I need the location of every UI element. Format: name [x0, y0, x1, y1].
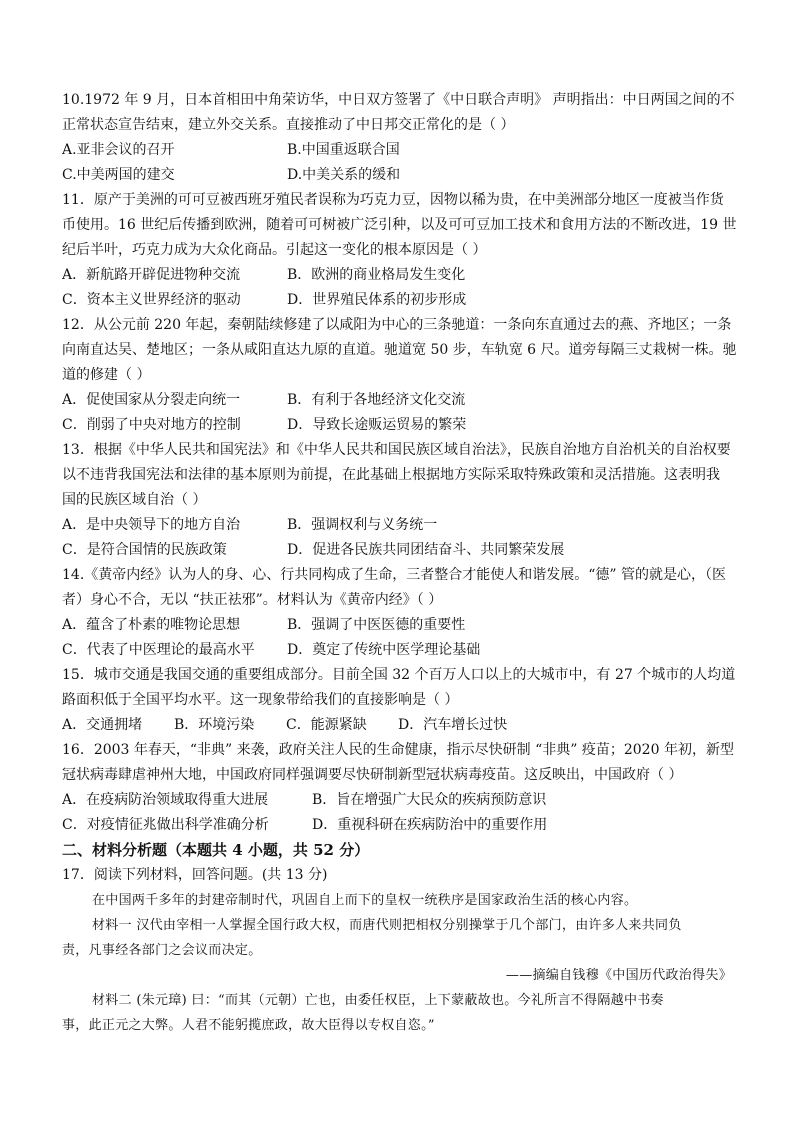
option-a: A．是中央领导下的地方自治: [62, 517, 241, 533]
question-text: 正常状态宣告结束，建立外交关系。直接推动了中日邦交正常化的是（ ）: [62, 117, 515, 133]
question-text: 13．根据《中华人民共和国宪法》和《中华人民共和国民族区域自治法》，民族自治地方自治机关的自治权要: [62, 442, 731, 458]
question-14: [62, 563, 738, 663]
question-text: 15．城市交通是我国交通的重要组成部分。目前全国 32 个百万人口以上的大城市中，有 27 个城市的人均道: [62, 667, 736, 683]
option-c: C．削弱了中央对地方的控制: [62, 417, 241, 433]
question-text: 以不违背我国宪法和法律的基本原则为前提，在此基础上根据地方实际采取特殊政策和灵活措施。这表明我: [62, 467, 720, 483]
option-a: A．交通拥堵: [62, 717, 143, 733]
exam-page: [62, 88, 738, 1038]
option-c: C.中美两国的建交: [62, 167, 175, 183]
option-a: A．新航路开辟促进物种交流: [62, 267, 241, 283]
material-two: 材料二 (朱元璋) 曰：“而其（元朝）亡也，由委任权臣，上下蒙蔽故也。今礼所言不得隔越中书奏: [92, 993, 664, 1008]
question-text: 者）身心不合，无以 “扶正祛邪”。材料认为《黄帝内经》（ ）: [62, 592, 443, 608]
option-b: B．旨在增强广大民众的疾病预防意识: [312, 792, 547, 808]
option-c: C．能源紧缺: [286, 717, 367, 733]
option-a: A．在疫病防治领域取得重大进展: [62, 792, 269, 808]
option-d: D．汽车增长过快: [398, 717, 508, 733]
question-text: 12．从公元前 220 年起，秦朝陆续修建了以咸阳为中心的三条驰道：一条向东直通过去的燕、齐地区；一条: [62, 317, 732, 333]
question-text: 冠状病毒肆虐神州大地，中国政府同样强调要尽快研制新型冠状病毒疫苗。这反映出，中国政府（ ）: [62, 767, 683, 783]
section-title: 二、材料分析题（本题共 4 小题，共 52 分）: [62, 841, 370, 859]
question-text: 向南直达吴、楚地区；一条从咸阳直达九原的直道。驰道宽 50 步，车轨宽 6 尺。道旁每隔三丈栽树一株。驰: [62, 342, 737, 358]
option-c: C．是符合国情的民族政策: [62, 542, 227, 558]
question-text: 10.1972 年 9 月，日本首相田中角荣访华，中日双方签署了《中日联合声明》 声明指出：中日两国之间的不: [62, 92, 735, 108]
material-intro: 在中国两千多年的封建帝制时代，巩固自上而下的皇权一统秩序是国家政治生活的核心内容。: [92, 893, 638, 908]
option-d: D．导致长途贩运贸易的繁荣: [287, 417, 467, 433]
option-c: C．代表了中医理论的最高水平: [62, 642, 255, 658]
material-two: 事，此正元之大弊。人君不能躬揽庶政，故大臣得以专权自恣。”: [62, 1018, 435, 1033]
option-b: B．强调权利与义务统一: [287, 517, 438, 533]
question-text: 路面积低于全国平均水平。这一现象带给我们的直接影响是（ ）: [62, 692, 459, 708]
option-b: B．强调了中医医德的重要性: [287, 617, 466, 633]
question-text: 纪后半叶，巧克力成为大众化商品。引起这一变化的根本原因是（ ）: [62, 242, 487, 258]
question-16: [62, 738, 738, 838]
material-one: 责，凡事经各部门之会议而决定。: [62, 943, 262, 958]
option-a: A．促使国家从分裂走向统一: [62, 392, 241, 408]
section-material-analysis: [62, 838, 738, 1038]
material-one: 材料一 汉代由宰相一人掌握全国行政大权，而唐代则把相权分别操掌于几个部门，由许多人来共同负: [92, 918, 682, 933]
question-12: [62, 313, 738, 438]
material-source: ——摘编自钱穆《中国历代政治得失》: [505, 968, 732, 983]
question-text: 币使用。16 世纪后传播到欧洲，随着可可树被广泛引种，以及可可豆加工技术和食用方法的不断改进，19 世: [62, 217, 737, 233]
question-15: [62, 663, 738, 738]
question-11: [62, 188, 738, 313]
option-d: D．促进各民族共同团结奋斗、共同繁荣发展: [287, 542, 565, 558]
option-d: D．世界殖民体系的初步形成: [287, 292, 467, 308]
question-text: 道的修建（ ）: [62, 367, 151, 383]
option-d: D．奠定了传统中医学理论基础: [287, 642, 481, 658]
question-text: 14.《黄帝内经》认为人的身、心、行共同构成了生命，三者整合才能使人和谐发展。“德” 管的就是心，（医: [62, 567, 727, 583]
question-13: [62, 438, 738, 563]
option-a: A．蕴含了朴素的唯物论思想: [62, 617, 241, 633]
question-text: 16．2003 年春天，“非典” 来袭，政府关注人民的生命健康，指示尽快研制 “非典” 疫苗；2020 年初，新型: [62, 742, 734, 758]
option-b: B.中国重返联合国: [287, 142, 400, 158]
option-b: B．欧洲的商业格局发生变化: [287, 267, 466, 283]
option-a: A.亚非会议的召开: [62, 142, 175, 158]
option-c: C．资本主义世界经济的驱动: [62, 292, 241, 308]
option-c: C．对疫情征兆做出科学准确分析: [62, 817, 269, 833]
option-d: D.中美关系的缓和: [287, 167, 401, 183]
question-text: 11．原产于美洲的可可豆被西班牙殖民者误称为巧克力豆，因物以稀为贵，在中美洲部分地区一度被当作货: [62, 192, 724, 208]
option-d: D．重视科研在疾病防治中的重要作用: [312, 817, 548, 833]
option-b: B．有利于各地经济文化交流: [287, 392, 466, 408]
question-17-prompt: 17．阅读下列材料，回答问题。(共 13 分): [62, 867, 328, 883]
question-text: 国的民族区域自治（ ）: [62, 492, 207, 508]
option-b: B．环境污染: [174, 717, 255, 733]
question-10: [62, 88, 738, 188]
